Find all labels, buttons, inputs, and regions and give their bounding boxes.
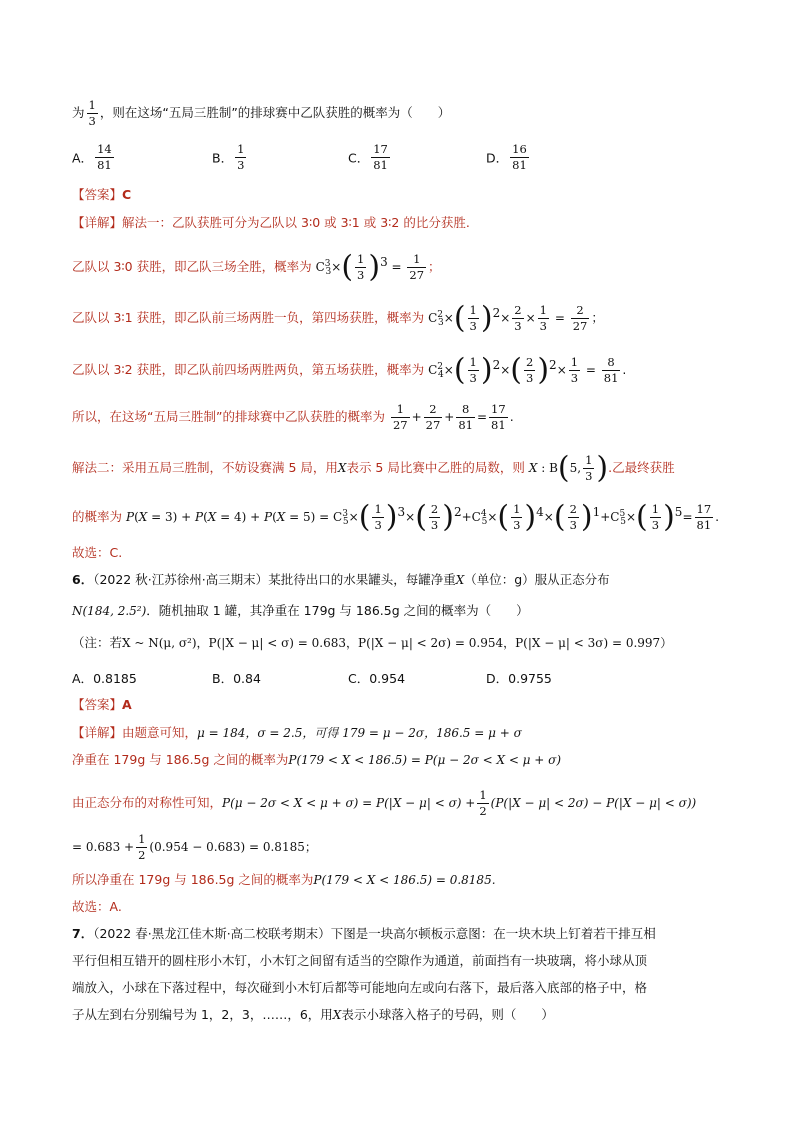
q6-option-c: C．0.954 <box>348 671 406 686</box>
q6-option-b: B．0.84 <box>212 671 261 686</box>
q5-case2: 乙队以 3∶1 获胜，即乙队前三场两胜一负，第四场获胜，概率为 $C^2_3\times$( $\frac{1}{3}$ )$^2$× $\frac{2}{3}$ × $\frac{1}{3}$ = $\frac{2}{27}$ ； <box>72 300 604 336</box>
q6-detail-1: 【详解】由题意可知，μ = 184，σ = 2.5，可得 179 = μ − 2σ，186.5 = μ + σ <box>72 725 522 740</box>
q7-line4: 子从左到右分别编号为 1，2，3，……，6，用X表示小球落入格子的号码，则（ ） <box>72 1007 554 1022</box>
q6-detail-4: = 0.683 + $\frac{1}{2}$ (0.954 − 0.683) = 0.8185； <box>72 832 317 862</box>
q6-detail-3: 由正态分布的对称性可知，P(μ − 2σ < X < μ + σ) = P(|X − μ| < σ) + $\frac{1}{2}$ (P(|X − μ| < 2σ) − P(|X − μ| < σ)) <box>72 788 697 818</box>
q6-note: （注：若X ~ N(μ, σ²)，P(|X − μ| < σ) = 0.683，P(|X − μ| < 2σ) = 0.954，P(|X − μ| < 3σ) = 0.997） <box>72 635 673 650</box>
q5-method2: 解法二：采用五局三胜制，不妨设赛满 5 局，用X表示 5 局比赛中乙胜的局数，则 X : B(5, $\frac{1}{3}$ ).乙最终获胜 <box>72 450 675 486</box>
q6-stem-line2: N(184, 2.5²)．随机抽取 1 罐，其净重在 179g 与 186.5g 之间的概率为（ ） <box>72 603 529 618</box>
q5-case3: 乙队以 3∶2 获胜，即乙队前四场两胜两负，第五场获胜，概率为 $C^2_4\times$( $\frac{1}{3}$ )$^2$×( $\frac{2}{3}$ )$^2$× $\frac{1}{3}$ = $\frac{8}{81}$ . <box>72 352 627 388</box>
q5-stem <box>72 98 450 129</box>
q6-conclusion: 故选：A. <box>72 899 122 914</box>
q6-stem-line1: 6．（2022 秋·江苏徐州·高三期末）某批待出口的水果罐头，每罐净重X（单位：g）服从正态分布 <box>72 572 610 587</box>
q5-option-b: B． $\frac{1}{3}$ <box>212 142 245 172</box>
q5-stem-prefix: 为 <box>72 105 85 120</box>
q5-summary: 所以，在这场“五局三胜制”的排球赛中乙队获胜的概率为 $\frac{1}{27}$ + $\frac{2}{27}$ + $\frac{8}{81}$ = $\frac{17}{81}$ . <box>72 402 514 432</box>
q7-line1: 7．（2022 春·黑龙江佳木斯·高二校联考期末）下图是一块高尔顿板示意图：在一块木块上钉着若干排互相 <box>72 926 656 941</box>
q5-stem-text: ，则在这场“五局三胜制”的排球赛中乙队获胜的概率为（ ） <box>99 105 451 120</box>
q5-method1-intro: 【详解】解法一：乙队获胜可分为乙队以 3∶0 或 3∶1 或 3∶2 的比分获胜. <box>72 215 470 230</box>
q5-conclusion: 故选：C. <box>72 545 123 560</box>
q7-line3: 端放入，小球在下落过程中，每次碰到小木钉后都等可能地向左或向右落下，最后落入底部的格子中，格 <box>72 980 648 995</box>
q5-stem-fraction: $\frac{1}{3}$ <box>88 98 96 128</box>
q6-detail-5: 所以净重在 179g 与 186.5g 之间的概率为P(179 < X < 186.5) = 0.8185. <box>72 872 496 887</box>
q5-answer: 【答案】C <box>72 187 132 202</box>
q5-option-c: C． $\frac{17}{81}$ <box>348 142 388 172</box>
q5-option-a: A． $\frac{14}{81}$ <box>72 142 112 172</box>
q6-option-a: A．0.8185 <box>72 671 137 686</box>
q6-detail-2: 净重在 179g 与 186.5g 之间的概率为P(179 < X < 186.5) = P(μ − 2σ < X < μ + σ) <box>72 752 562 767</box>
q5-case1: 乙队以 3∶0 获胜，即乙队三场全胜，概率为 $C^3_3\times$( $\frac{1}{3}$ )$^3$ = $\frac{1}{27}$ ； <box>72 249 441 285</box>
q5-method2-formula: 的概率为 $P(X = 3) + P(X = 4) + P(X = 5) = C^3_5\times$( $\frac{1}{3}$ )$^3$×( $\frac{2}{3}$ )$^2+C^4_5\times$( $\frac{1}{3}$ )$^4$×( $\frac{2}{3}$ )$^1+C^5_5\times$( $\frac{1}{3}$ )$^5$= $\frac{17}{81}$ . <box>72 499 720 535</box>
q5-option-d: D． $\frac{16}{81}$ <box>486 142 527 172</box>
q6-answer: 【答案】A <box>72 697 132 712</box>
q6-option-d: D．0.9755 <box>486 671 552 686</box>
q7-line2: 平行但相互错开的圆柱形小木钉，小木钉之间留有适当的空隙作为通道，前面挡有一块玻璃，将小球从顶 <box>72 953 648 968</box>
